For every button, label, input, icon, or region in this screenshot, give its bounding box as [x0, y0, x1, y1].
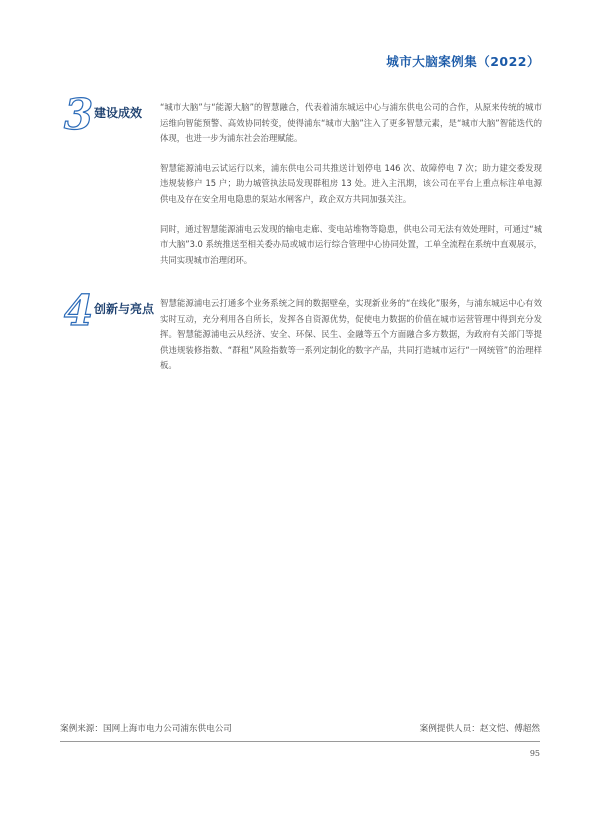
section-body	[160, 296, 542, 388]
section-body	[160, 100, 542, 282]
footer-divider	[60, 741, 540, 742]
paragraph: 智慧能源浦电云试运行以来，浦东供电公司共推送计划停电 146 次、故障停电 7 次；助力建交委发现违规装修户 15 户；助力城管执法局发现群租房 13 处。进入主汛期，该公司在平台上重点标注单电源供电及存在安全用电隐患的泵站水闸客户，政企双方共同加强关注。	[160, 162, 542, 204]
header-title: 城市大脑案例集（2022）	[386, 54, 540, 69]
paragraph: “城市大脑”与“能源大脑”的智慧融合，代表着浦东城运中心与浦东供电公司的合作，从原来传统的城市运维向智能预警、高效协同转变，使得浦东“城市大脑”注入了更多智慧元素，是“城市大脑”智能迭代的体现，也进一步为浦东社会治理赋能。	[160, 102, 542, 144]
section-title: 创新与亮点	[94, 302, 155, 316]
case-provider: 案例提供人员：赵文恺、傅超然	[419, 724, 540, 734]
paragraph: 同时，通过智慧能源浦电云发现的输电走廊、变电站堆物等隐患，供电公司无法有效处理时，可通过“城市大脑”3.0 系统推送至相关委办局或城市运行综合管理中心协同处置，工单全流程在系统中直观展示，共同实现城市治理闭环。	[160, 223, 542, 265]
section-heading	[60, 90, 160, 140]
section-title: 建设成效	[94, 106, 143, 120]
section-number: 3	[64, 90, 94, 139]
page-number: 95	[529, 749, 540, 758]
case-source: 案例来源：国网上海市电力公司浦东供电公司	[60, 724, 232, 734]
section-heading	[60, 286, 160, 336]
paragraph: 智慧能源浦电云打通多个业务系统之间的数据壁垒，实现新业务的“在线化”服务，与浦东城运中心有效实时互动，充分利用各自所长，发挥各自资源优势，促使电力数据的价值在城市运营管理中得到充分发挥。智慧能源浦电云从经济、安全、环保、民生、金融等五个方面融合多方数据，为政府有关部门等提供违规装修指数、“群租”风险指数等一系列定制化的数字产品，共同打造城市运行“一网统管”的治理样板。	[160, 298, 542, 371]
section-number: 4	[64, 286, 94, 335]
